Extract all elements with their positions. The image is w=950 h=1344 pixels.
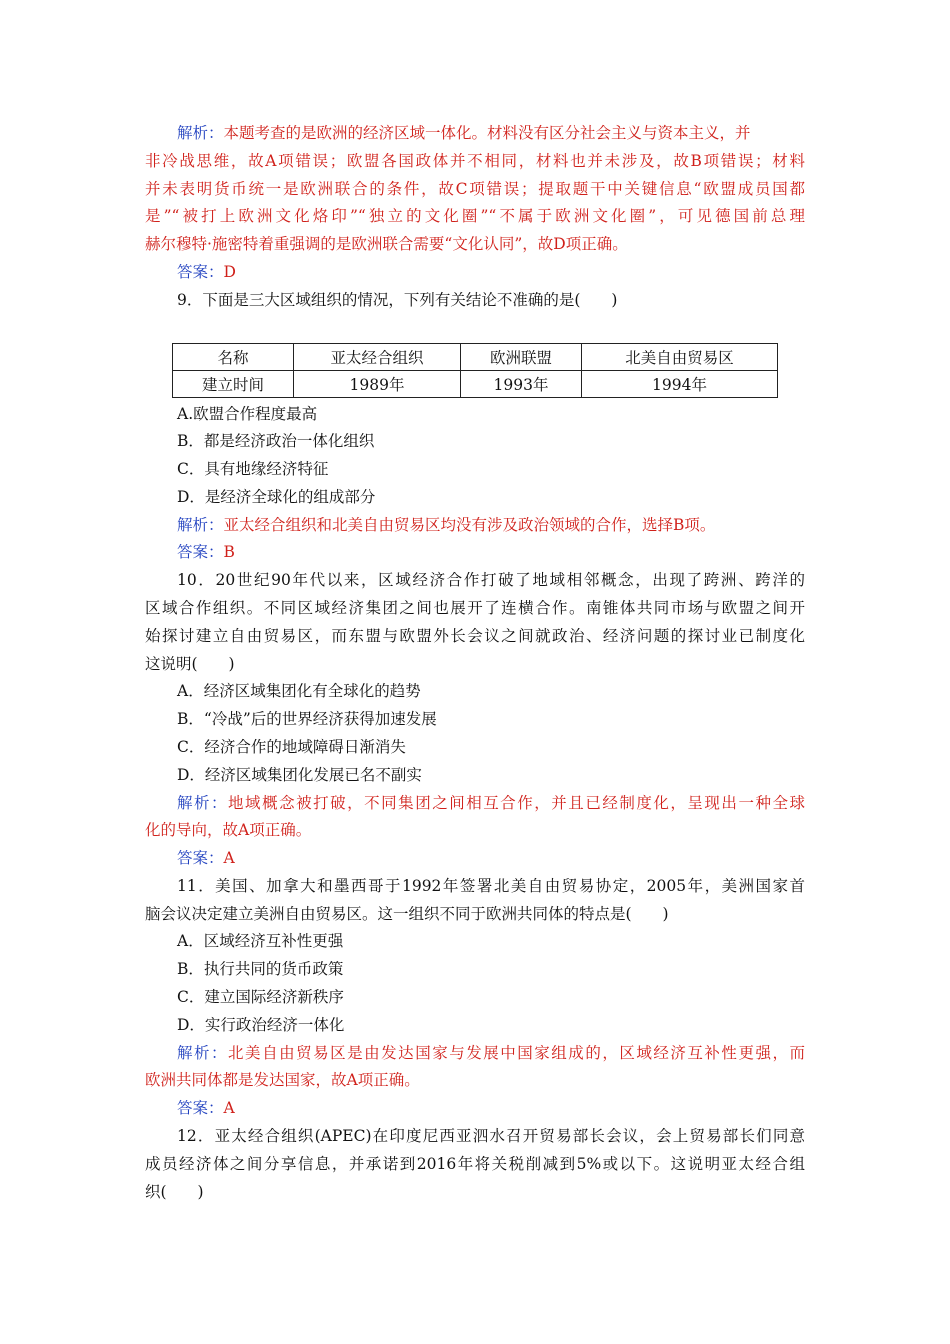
q9-answer: [177, 542, 235, 562]
q10-option-b: B．“冷战”后的世界经济获得加速发展: [177, 710, 437, 728]
table-row: [173, 371, 778, 398]
q11-analysis-line-2: 欧洲共同体都是发达国家，故A项正确。: [145, 1071, 420, 1089]
answer-label: 答案：: [177, 543, 224, 561]
q11-option-b: B．执行共同的货币政策: [177, 960, 344, 978]
q10-stem-line-4: 这说明( ): [145, 655, 235, 673]
analysis-label: 解析：: [177, 516, 224, 534]
q10-option-d: D．经济区域集团化发展已名不副实: [177, 766, 422, 784]
q12-stem-line-2: 成员经济体之间分享信息，并承诺到2016年将关税削减到5%或以下。这说明亚太经合组: [145, 1155, 805, 1173]
analysis-text: 亚太经合组织和北美自由贸易区均没有涉及政治领域的合作，选择B项。: [223, 516, 716, 534]
analysis-text: 北美自由贸易区是由发达国家与发展中国家组成的，区域经济互补性更强，而: [228, 1044, 805, 1062]
analysis-text: 地域概念被打破，不同集团之间相互合作，并且已经制度化，呈现出一种全球: [228, 794, 805, 812]
q8-analysis-line-4: 是”“被打上欧洲文化烙印”“独立的文化圈”“不属于欧洲文化圈”，可见德国前总理: [145, 207, 805, 225]
q11-option-d: D．实行政治经济一体化: [177, 1016, 345, 1034]
q10-stem-line-1: 10．20世纪90年代以来，区域经济合作打破了地域相邻概念，出现了跨洲、跨洋的: [177, 571, 805, 589]
answer-label: 答案：: [177, 1099, 224, 1117]
q8-analysis-line-3: 并未表明货币统一是欧洲联合的条件，故C项错误；提取题干中关键信息“欧盟成员国都: [145, 180, 805, 198]
q9-option-c: C．具有地缘经济特征: [177, 460, 329, 478]
q11-stem-line-2: 脑会议决定建立美洲自由贸易区。这一组织不同于欧洲共同体的特点是( ): [145, 905, 669, 923]
q9-option-d: D．是经济全球化的组成部分: [177, 488, 376, 506]
answer-value: B: [223, 543, 235, 561]
analysis-label: 解析：: [177, 1044, 229, 1062]
table-header-cell: 欧洲联盟: [461, 344, 582, 371]
table-header-row: [173, 344, 778, 371]
q8-analysis-line-2: 非冷战思维，故A项错误；欧盟各国政体并不相同，材料也并未涉及，故B项错误；材料: [145, 152, 805, 170]
q10-stem-line-3: 始探讨建立自由贸易区，而东盟与欧盟外长会议之间就政治、经济问题的探讨业已制度化: [145, 627, 805, 645]
q11-option-a: A．区域经济互补性更强: [177, 932, 344, 950]
table-cell: 1994年: [582, 371, 778, 398]
q8-answer: [177, 262, 236, 282]
q10-option-c: C．经济合作的地域障碍日渐消失: [177, 738, 406, 756]
q9-analysis-line-1: [177, 515, 715, 535]
answer-label: 答案：: [177, 849, 224, 867]
q11-answer: [177, 1098, 235, 1118]
q8-analysis-line-1: [177, 123, 751, 143]
table-header-cell: 亚太经合组织: [294, 344, 461, 371]
answer-label: 答案：: [177, 263, 224, 281]
table-cell: 1993年: [461, 371, 582, 398]
q10-option-a: A．经济区域集团化有全球化的趋势: [177, 682, 421, 700]
table-cell: 建立时间: [173, 371, 294, 398]
analysis-label: 解析：: [177, 794, 229, 812]
q11-stem-line-1: 11．美国、加拿大和墨西哥于1992年签署北美自由贸易协定，2005年，美洲国家首: [177, 877, 805, 895]
answer-value: A: [223, 849, 235, 867]
q10-analysis-line-2: 化的导向，故A项正确。: [145, 821, 312, 839]
q9-stem: 9．下面是三大区域组织的情况，下列有关结论不准确的是( ): [177, 291, 618, 309]
q9-option-b: B．都是经济政治一体化组织: [177, 432, 375, 450]
q10-answer: [177, 848, 235, 868]
analysis-text: 本题考查的是欧洲的经济区域一体化。材料没有区分社会主义与资本主义，并: [223, 124, 751, 142]
answer-value: A: [223, 1099, 235, 1117]
answer-value: D: [223, 263, 236, 281]
q10-stem-line-2: 区域合作组织。不同区域经济集团之间也展开了连横合作。南锥体共同市场与欧盟之间开: [145, 599, 805, 617]
q11-option-c: C．建立国际经济新秩序: [177, 988, 344, 1006]
q10-analysis-line-1: [177, 793, 805, 813]
table-header-cell: 北美自由贸易区: [582, 344, 778, 371]
q11-analysis-line-1: [177, 1043, 805, 1063]
q12-stem-line-1: 12．亚太经合组织(APEC)在印度尼西亚泗水召开贸易部长会议，会上贸易部长们同意: [177, 1127, 805, 1145]
organizations-table: [172, 343, 778, 398]
analysis-label: 解析：: [177, 124, 224, 142]
q8-analysis-line-5: 赫尔穆特·施密特着重强调的是欧洲联合需要“文化认同”，故D项正确。: [145, 235, 628, 253]
table-header-cell: 名称: [173, 344, 294, 371]
table-cell: 1989年: [294, 371, 461, 398]
q12-stem-line-3: 织( ): [145, 1183, 204, 1201]
q9-option-a: A.欧盟合作程度最高: [177, 405, 318, 423]
